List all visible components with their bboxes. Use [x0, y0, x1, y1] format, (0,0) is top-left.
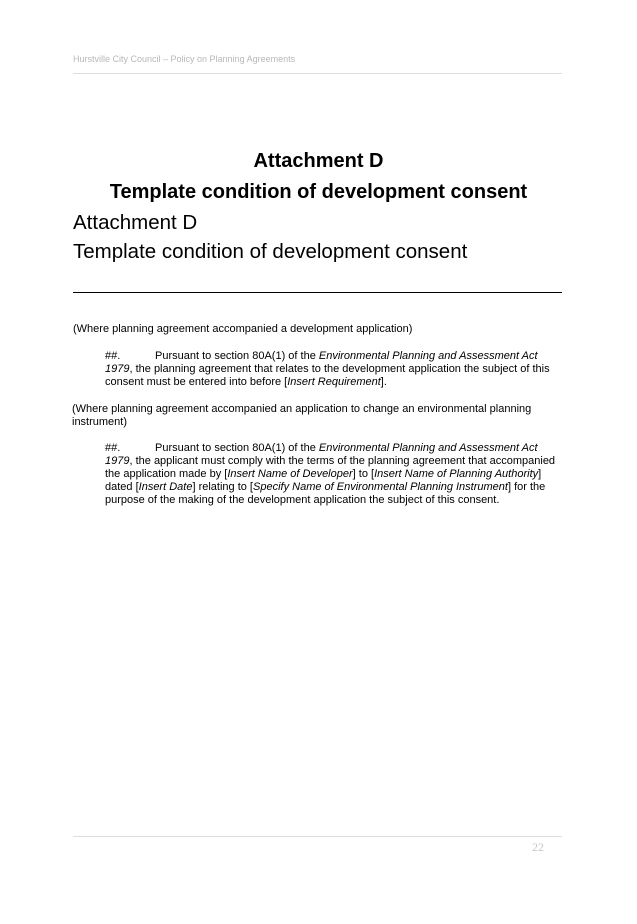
attachment-heading-plain: Attachment D: [73, 211, 198, 234]
act-name: Environmental Planning and Assessment Act 1979: [105, 442, 538, 467]
clause-text: Pursuant to section 80A(1) of the: [155, 442, 319, 454]
section2-note: (Where planning agreement accompanied an application to change an environmental planning instrument): [72, 403, 532, 428]
section1-note: (Where planning agreement accompanied a development application): [73, 323, 413, 335]
insert-requirement: Insert Requirement: [287, 376, 381, 388]
clause-number: ##.: [105, 350, 121, 362]
act-name: Environmental Planning and Assessment Act 1979: [105, 350, 538, 375]
title-divider: [73, 292, 562, 293]
attachment-heading: Attachment D: [253, 150, 384, 172]
attachment-subheading-plain: Template condition of development consent: [73, 240, 468, 263]
insert-instrument: Specify Name of Environmental Planning Instrument: [253, 481, 508, 493]
clause-text: ] for the purpose of the making of the development application the subject of this consent.: [105, 481, 546, 506]
clause-text: ] dated [: [105, 468, 542, 493]
clause-text: , the applicant must comply with the terms of the planning agreement that accompanied the application made by [: [105, 455, 556, 480]
footer-divider: [73, 836, 562, 837]
clause-number: ##.: [105, 442, 121, 454]
clause-text: ] to [: [352, 468, 375, 480]
section2-clause: [105, 442, 562, 507]
page-header: Hurstville City Council – Policy on Planning Agreements: [73, 54, 296, 64]
attachment-subheading: Template condition of development consent: [109, 181, 528, 203]
insert-date: Insert Date: [138, 481, 193, 493]
page-number: 22: [532, 840, 544, 854]
clause-text: ].: [380, 376, 387, 388]
section1-clause: [105, 350, 562, 389]
header-divider: [73, 73, 562, 74]
clause-text: , the planning agreement that relates to the development application the subject of this consent must be entered into before [: [105, 363, 550, 388]
clause-text: ] relating to [: [192, 481, 253, 493]
clause-text: Pursuant to section 80A(1) of the: [155, 350, 319, 362]
insert-developer: Insert Name of Developer: [227, 468, 353, 480]
insert-authority: Insert Name of Planning Authority: [374, 468, 539, 480]
